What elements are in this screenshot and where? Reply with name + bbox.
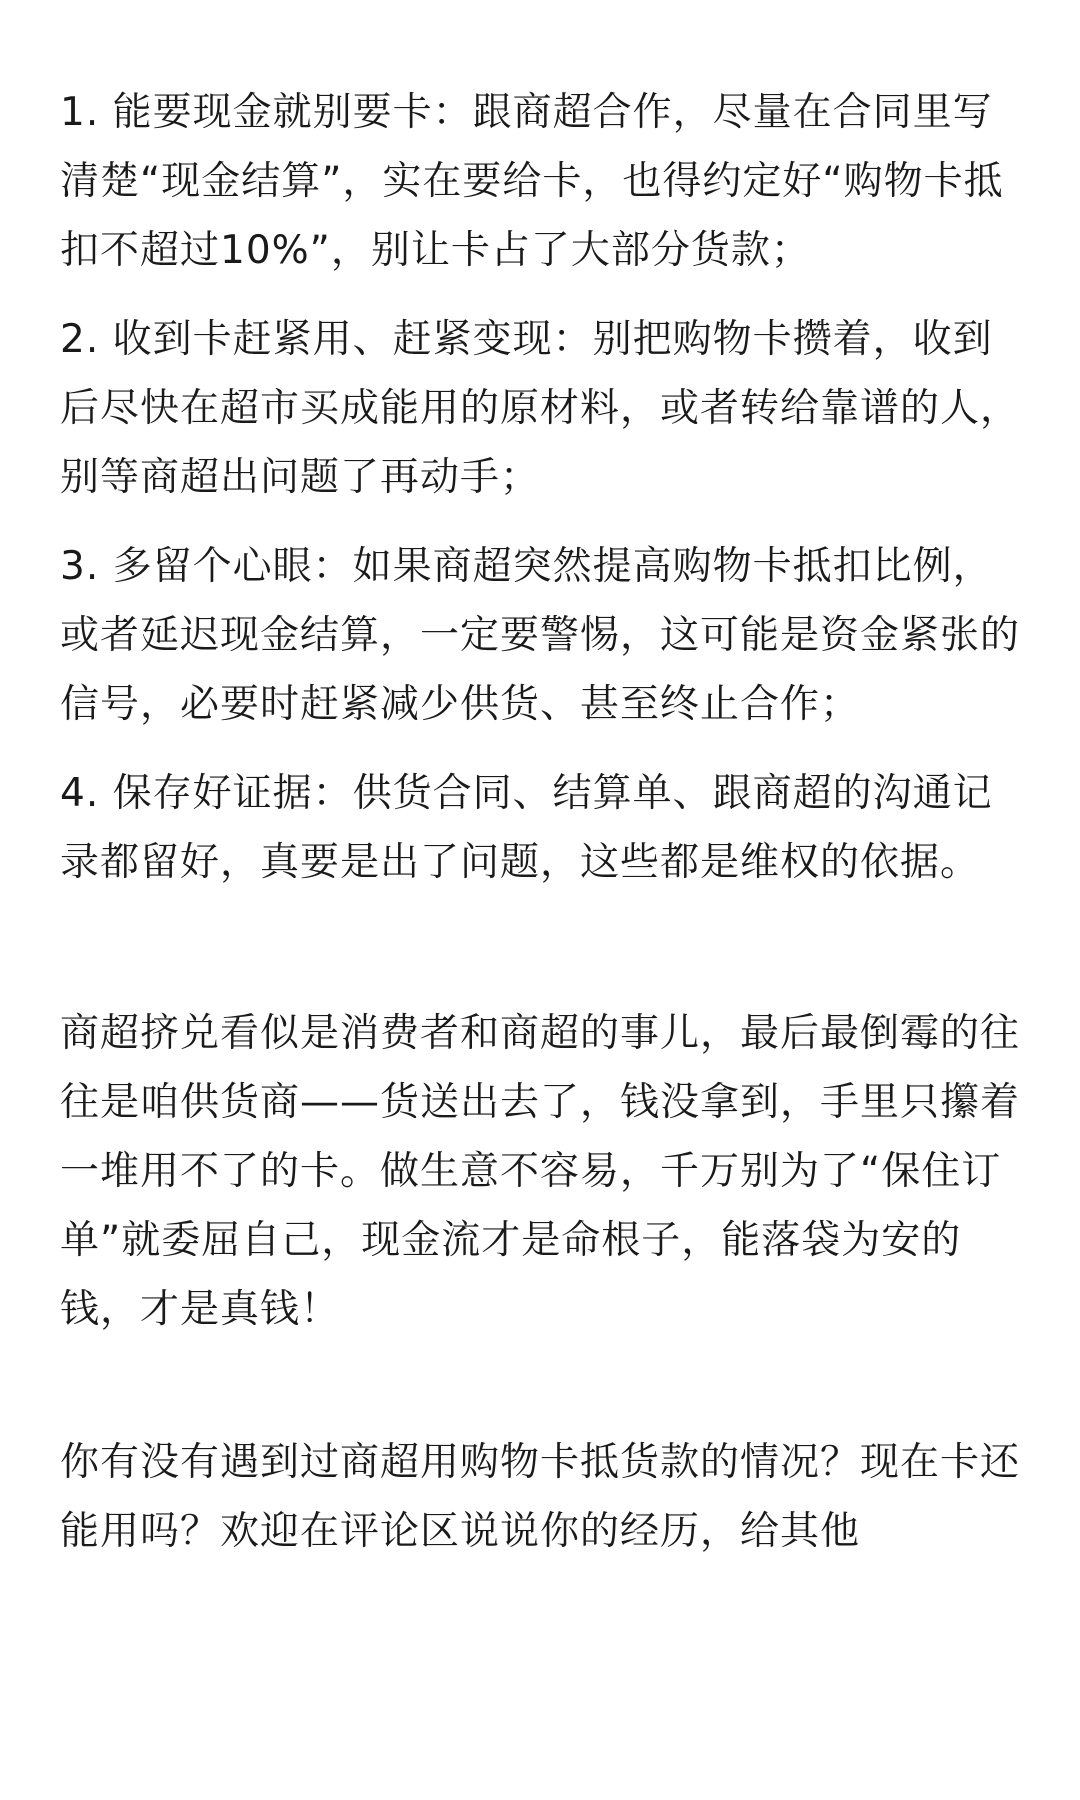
tip-item-1: 1. 能要现金就别要卡：跟商超合作，尽量在合同里写清楚“现金结算”，实在要给卡，也得约定好“购物卡抵扣不超过10%”，别让卡占了大部分货款； bbox=[60, 90, 1004, 273]
tip-item-2: 2. 收到卡赶紧用、赶紧变现：别把购物卡攒着，收到后尽快在超市买成能用的原材料，或者转给靠谱的人，别等商超出问题了再动手； bbox=[60, 317, 1021, 500]
tip-item-4: 4. 保存好证据：供货合同、结算单、跟商超的沟通记录都留好，真要是出了问题，这些都是维权的依据。 bbox=[60, 771, 993, 885]
tip-item-3: 3. 多留个心眼：如果商超突然提高购物卡抵扣比例，或者延迟现金结算，一定要警惕，这可能是资金紧张的信号，必要时赶紧减少供货、甚至终止合作； bbox=[60, 544, 1021, 727]
paragraph-spacer bbox=[60, 1344, 1022, 1428]
question-paragraph: 你有没有遇到过商超用购物卡抵货款的情况？现在卡还能用吗？欢迎在评论区说说你的经历，给其他 bbox=[60, 1440, 1021, 1554]
conclusion-paragraph: 商超挤兑看似是消费者和商超的事儿，最后最倒霉的往往是咱供货商——货送出去了，钱没拿到，手里只攥着一堆用不了的卡。做生意不容易，千万别为了“保住订单”就委屈自己，现金流才是命根子，能落袋为安的钱，才是真钱！ bbox=[60, 1011, 1021, 1332]
paragraph-spacer bbox=[60, 917, 1022, 999]
